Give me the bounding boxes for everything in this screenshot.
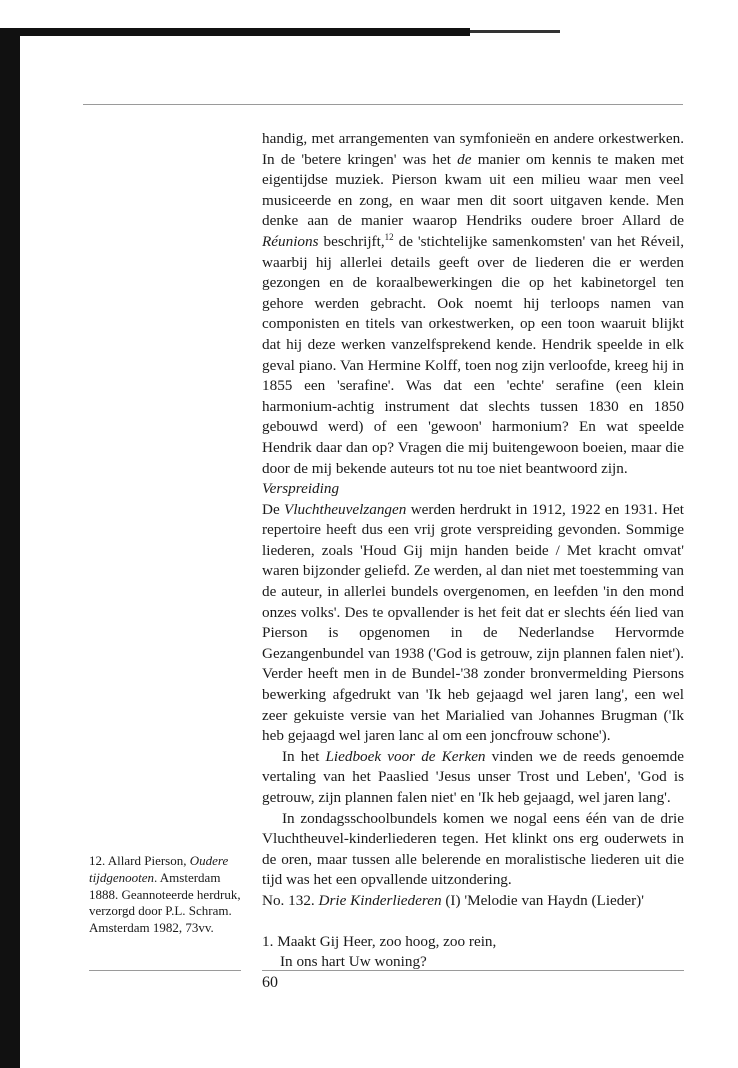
- verse-line-2: In ons hart Uw woning?: [280, 953, 427, 971]
- footnote-reference: 12: [384, 231, 394, 242]
- song-reference: No. 132. Drie Kinderliederen (I) 'Melodie van Haydn (Lieder)': [262, 891, 644, 909]
- paragraph-4: In zondagsschoolbundels komen we nogal eens één van de drie Vluchtheuvel-kinderliederen tegen. Het klinkt ons erg ouderwets in de oren, maar tussen alle belerende en moralistische liederen uit die tijd was het een opvallende uitzondering.: [262, 809, 684, 889]
- footnote-12: 12. Allard Pierson, Oudere tijdgenooten. Amsterdam 1888. Geannoteerde herdruk, verzorgd door P.L. Schram. Amsterdam 1982, 73vv.: [89, 853, 241, 936]
- footer-rule-right: [262, 970, 684, 971]
- main-text-column: [262, 129, 684, 973]
- paragraph-3: In het Liedboek voor de Kerken vinden we de reeds genoemde vertaling van het Paaslied 'Jesus unser Trost und Leben', 'God is getrouw, zijn plannen falen niet' en 'Ik heb gejaagd, wel jaren lang'.: [262, 747, 684, 806]
- scan-margin-top: [0, 0, 738, 28]
- scan-edge-left: [0, 28, 20, 1068]
- paragraph-2: De Vluchtheuvelzangen werden herdrukt in 1912, 1922 en 1931. Het repertoire heeft dus een vrij grote verspreiding gevonden. Sommige liederen, zoals 'Houd Gij mijn handen beide / Met kracht omvat' waren bijzonder geliefd. Ze werden, al dan niet met toestemming van de auteur, in allerlei bundels overgenomen, en leefden 'in den mond onzes volks'. Des te opvallender is het feit dat er slechts één lied van Pierson is opgenomen in de Nederlandse Hervormde Gezangenbundel van 1938 ('God is getrouw, zijn plannen falen niet'). Verder heeft men in de Bundel-'38 zonder bronvermelding Piersons bewerking afgedrukt van 'Ik heb gejaagd wel jaren lang', een wel zeer gekuiste versie van het Marialied van Johannes Brugman ('Ik heb gejaagd wel jaren lanc al om een joncfrouw schone').: [262, 500, 684, 745]
- verse: [262, 932, 684, 973]
- paragraph-1: handig, met arrangementen van symfonieën en andere orkestwerken. In de 'betere kringen' was het de manier om kennis te maken met eigentijdse muziek. Pierson kwam uit een milieu waar men veel musiceerde en zong, en waar men dit soort uitgaven kende. Men denke aan de manier waarop Hendriks oudere broer Allard de Réunions beschrijft,$^{12}$ de 'stichtelijke samenkomsten' van het Réveil, waarbij hij allerlei details geeft over de liederen die er werden gezongen en de koraalbewerkingen die op het kabinetorgel ten gehore werden gebracht. Ook noemt hij terloops namen van componisten en titels van orkestwerken, op een toon waaruit blijkt dat hij deze werken vanzelfsprekend kende. Hendrik speelde in elk geval piano. Van Hermine Kolff, toen nog zijn verloofde, kreeg hij in 1855 een 'serafine'. Was dat een 'echte' serafine (een klein harmonium-achtig instrument dat slechts tussen 1830 en 1850 gebouwd werd) of een 'gewoon' harmonium? En wat speelde Hendrik daar dan op? Vragen die mij buitengewoon boeien, maar die door de mij bekende auteurs tot nu toe niet beantwoord zijn.: [262, 130, 684, 477]
- header-rule: [83, 104, 683, 105]
- footer-rule-left: [89, 970, 241, 971]
- verse-line-1: 1. Maakt Gij Heer, zoo hoog, zoo rein,: [262, 932, 497, 950]
- verse-spacer: [262, 912, 684, 932]
- scan-edge-top: [0, 28, 470, 36]
- scan-edge-top-tail: [470, 30, 560, 33]
- section-heading: Verspreiding: [262, 480, 340, 498]
- page-number: 60: [262, 974, 278, 991]
